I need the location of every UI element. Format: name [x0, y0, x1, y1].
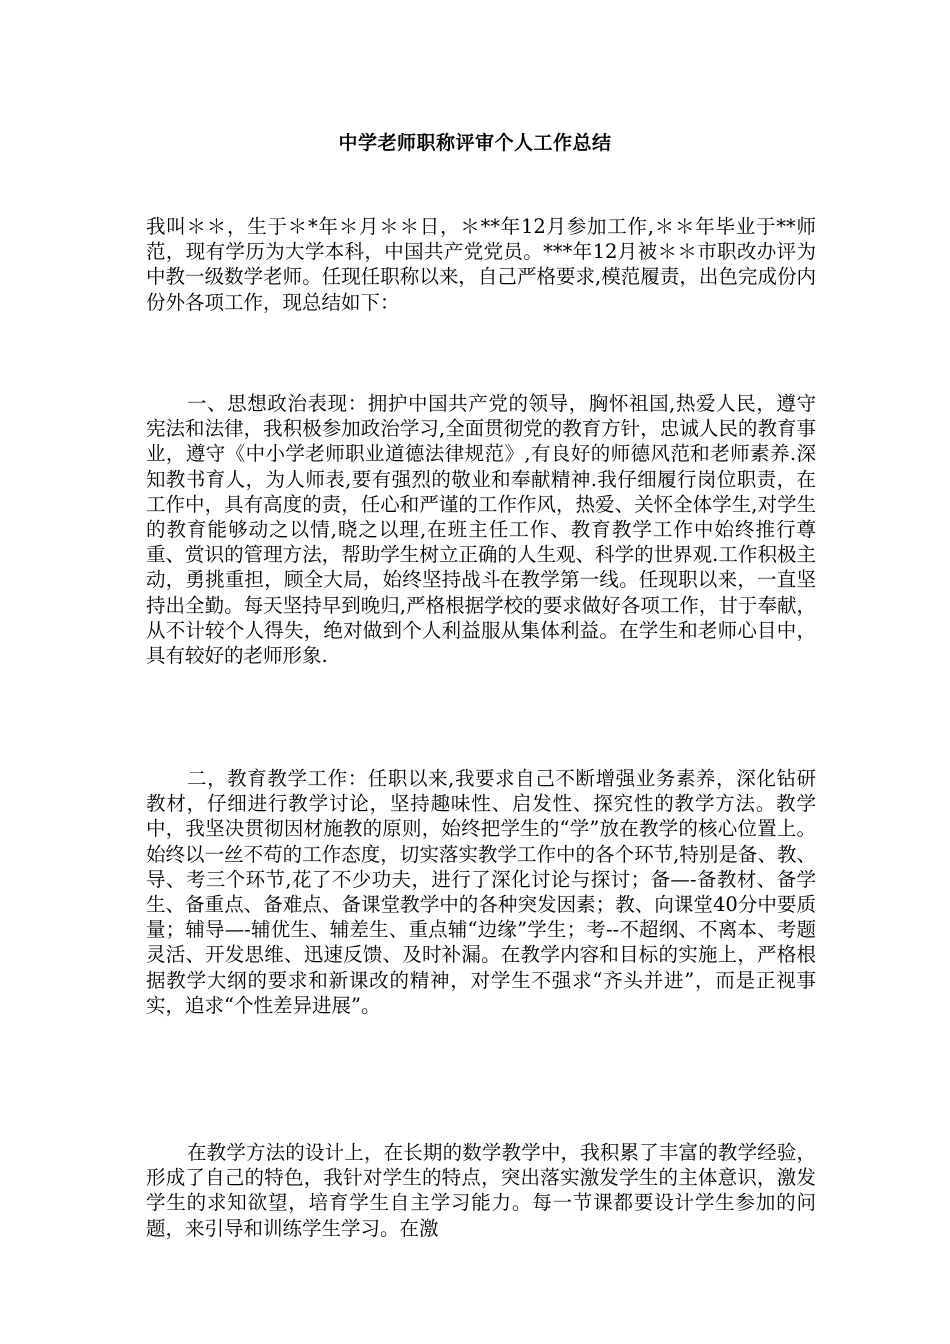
paragraph-intro: 我叫＊＊，生于＊*年＊月＊＊日，＊**年12月参加工作,＊＊年毕业于**师范，现有学历为大学本科，中国共产党党员。***年12月被＊＊市职改办评为中教一级数学老师。任现任职称以来，自己严格要求,模范履责，出色完成份内份外各项工作，现总结如下：	[146, 215, 816, 314]
paragraph-teaching-work: 二，教育教学工作：任职以来,我要求自己不断增强业务素养，深化钻研教材，仔细进行教学讨论，坚持趣味性、启发性、探究性的教学方法。教学中，我坚决贯彻因材施教的原则，始终把学生的“学”放在教学的核心位置上。始终以一丝不苟的工作态度，切实落实教学工作中的各个环节,特别是备、教、导、考三个环节,花了不少功夫，进行了深化讨论与探讨；备—-备教材、备学生、备重点、备难点、备课堂教学中的各种突发因素；教、向课堂40分中要质量；辅导—-辅优生、辅差生、重点辅“边缘”学生；考--不超纲、不离本、考题灵活、开发思维、迅速反馈、及时补漏。在教学内容和目标的实施上，严格根据教学大纲的要求和新课改的精神，对学生不强求“齐头并进”，而是正视事实，追求“个性差异进展”。	[146, 767, 816, 1017]
paragraph-political-performance: 一、思想政治表现：拥护中国共产党的领导，胸怀祖国,热爱人民，遵守宪法和法律，我积极参加政治学习,全面贯彻党的教育方针，忠诚人民的教育事业，遵守《中小学老师职业道德法律规范》,有良好的师德风范和老师素养.深知教书育人，为人师表,要有强烈的敬业和奉献精神.我仔细履行岗位职责，在工作中，具有高度的责，任心和严谨的工作作风，热爱、关怀全体学生,对学生的教育能够动之以情,晓之以理,在班主任工作、教育教学工作中始终推行尊重、赏识的管理方法，帮助学生树立正确的人生观、科学的世界观.工作积极主动，勇挑重担，顾全大局，始终坚持战斗在教学第一线。任现职以来，一直坚持出全勤。每天坚持早到晚归,严格根据学校的要求做好各项工作，甘于奉献，从不计较个人得失，绝对做到个人利益服从集体利益。在学生和老师心目中，具有较好的老师形象.	[146, 392, 816, 668]
page-title: 中学老师职称评审个人工作总结	[338, 132, 612, 154]
paragraph-teaching-methods: 在教学方法的设计上，在长期的数学教学中，我积累了丰富的教学经验，形成了自己的特色，我针对学生的特点，突出落实激发学生的主体意识，激发学生的求知欲望，培育学生自主学习能力。每一节课都要设计学生参加的问题，来引导和训练学生学习。在激	[146, 1141, 816, 1240]
